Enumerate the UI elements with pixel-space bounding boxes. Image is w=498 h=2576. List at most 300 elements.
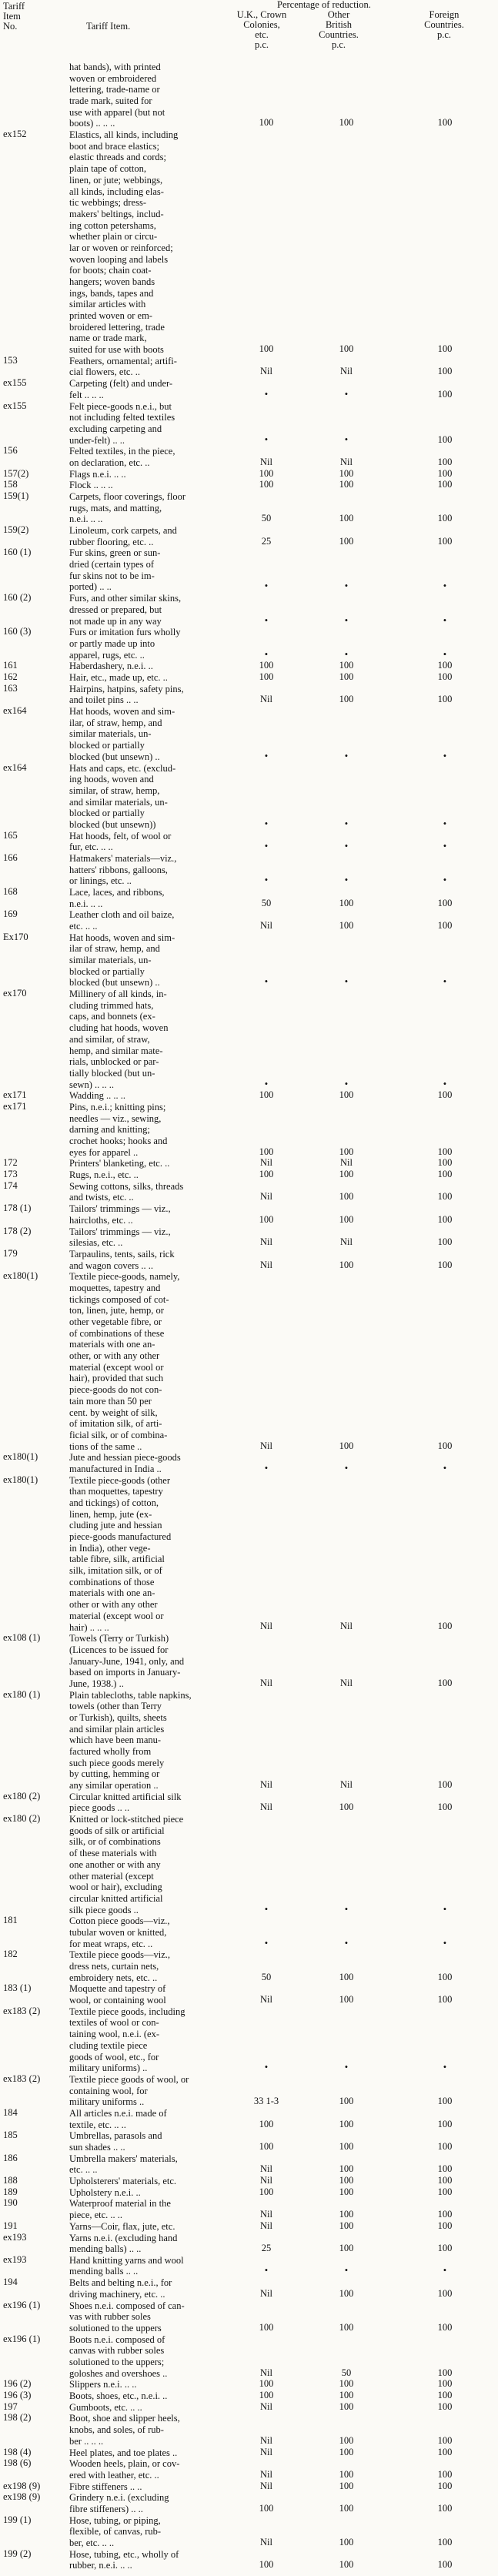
tariff-item-number: 185 — [3, 2129, 18, 2141]
foreign-reduction-cell: • — [443, 2265, 447, 2277]
uk-reduction-cell: • — [264, 2265, 269, 2277]
col-uk-header: U.K., Crown Colonies, etc. p.c. — [236, 9, 287, 50]
tariff-item-number: 173 — [3, 1169, 18, 1180]
uk-reduction-cell: Nil — [260, 2220, 272, 2231]
uk-reduction-cell: Nil — [260, 1191, 272, 1203]
foreign-reduction-cell: • — [443, 2062, 447, 2073]
other-british-reduction-cell: 100 — [339, 2559, 354, 2571]
foreign-reduction-cell: 100 — [437, 456, 453, 467]
table-row — [0, 525, 498, 547]
other-british-reduction-cell: 100 — [339, 1146, 354, 1157]
table-row — [0, 1452, 498, 1474]
tariff-item-description: Hairpins, hatpins, safety pins, and toilet pins .. .. — [69, 683, 184, 706]
tariff-item-description: Circular knitted artificial silk piece goods .. .. — [69, 1791, 182, 1814]
tariff-item-number: 184 — [3, 2106, 18, 2118]
other-british-reduction-cell: 100 — [339, 1802, 354, 1813]
other-british-reduction-cell: 100 — [339, 2220, 354, 2231]
uk-reduction-cell: 100 — [259, 2390, 274, 2400]
other-british-reduction-cell: 100 — [339, 2502, 354, 2514]
foreign-reduction-cell: 100 — [437, 660, 453, 671]
table-row — [0, 1158, 498, 1169]
table-row — [0, 1102, 498, 1158]
tariff-item-number: ex180(1) — [3, 1270, 38, 1282]
tariff-item-number: 160 (3) — [3, 626, 32, 637]
foreign-reduction-cell: 100 — [437, 1236, 453, 1248]
uk-reduction-cell: Nil — [260, 1259, 272, 1270]
table-row — [0, 2006, 498, 2074]
other-british-reduction-cell: 100 — [339, 2096, 354, 2107]
uk-reduction-cell: 100 — [259, 2186, 274, 2197]
other-british-reduction-cell: 100 — [339, 1191, 354, 1203]
foreign-reduction-cell: 100 — [437, 388, 453, 400]
other-british-reduction-cell: Nil — [340, 1157, 353, 1169]
foreign-reduction-cell: 100 — [437, 1191, 453, 1203]
other-british-reduction-cell: 100 — [339, 117, 354, 129]
foreign-reduction-cell: 100 — [437, 1259, 453, 1270]
foreign-reduction-cell: 100 — [437, 2559, 453, 2571]
other-british-reduction-cell: 100 — [339, 2118, 354, 2129]
tariff-item-number: ex196 (1) — [3, 2333, 41, 2344]
tariff-item-description: Furs or imitation furs wholly or partly made up into apparel, rugs, etc. .. — [69, 627, 181, 661]
tariff-item-description: Boot, shoe and slipper heels, knobs, and soles, of rub- ber .. .. .. — [69, 2413, 180, 2447]
foreign-reduction-cell: 100 — [437, 479, 453, 490]
table-row — [0, 2277, 498, 2300]
uk-reduction-cell: Nil — [260, 1621, 272, 1632]
foreign-reduction-cell: • — [443, 580, 447, 592]
tariff-item-description: Wooden heels, plain, or cov- ered with leather, etc. .. — [69, 2458, 180, 2481]
other-british-reduction-cell: • — [344, 1462, 349, 1474]
tariff-item-number: 178 (1) — [3, 1203, 32, 1214]
tariff-item-number: 199 (1) — [3, 2514, 32, 2525]
uk-reduction-cell: 100 — [259, 343, 274, 355]
table-row — [0, 378, 498, 400]
other-british-reduction-cell: 100 — [339, 2175, 354, 2186]
col-foreign-header: Foreign Countries. p.c. — [424, 9, 464, 40]
other-british-reduction-cell: 100 — [339, 694, 354, 705]
other-british-reduction-cell: 100 — [339, 1169, 354, 1180]
table-row — [0, 2255, 498, 2277]
tariff-item-description: Fibre stiffeners .. .. — [69, 2481, 142, 2492]
tariff-item-number: ex170 — [3, 988, 27, 999]
table-row — [0, 661, 498, 672]
other-british-reduction-cell: 100 — [339, 2400, 354, 2412]
table-row — [0, 2390, 498, 2402]
other-british-reduction-cell: 100 — [339, 2209, 354, 2220]
table-row — [0, 2549, 498, 2571]
tariff-item-number: ex180(1) — [3, 1474, 38, 1485]
foreign-reduction-cell: • — [443, 1078, 447, 1089]
uk-reduction-cell: Nil — [260, 2468, 272, 2480]
other-british-reduction-cell: • — [344, 841, 349, 852]
uk-reduction-cell: 100 — [259, 2118, 274, 2129]
uk-reduction-cell: 100 — [259, 117, 274, 129]
table-row — [0, 684, 498, 706]
table-row — [0, 1791, 498, 1814]
tariff-item-number: 158 — [3, 479, 18, 490]
uk-reduction-cell: Nil — [260, 2536, 272, 2548]
foreign-reduction-cell: 100 — [437, 1169, 453, 1180]
tariff-item-description: Carpeting (felt) and under- felt .. .. .. — [69, 378, 173, 400]
other-british-reduction-cell: 100 — [339, 2378, 354, 2390]
uk-reduction-cell: 33 1-3 — [253, 2096, 279, 2107]
uk-reduction-cell: • — [264, 841, 269, 852]
uk-reduction-cell: 100 — [259, 1169, 274, 1180]
other-british-reduction-cell: • — [344, 976, 349, 988]
tariff-item-number: 161 — [3, 660, 18, 671]
tariff-item-number: ex180 (1) — [3, 1688, 41, 1700]
table-row — [0, 1915, 498, 1949]
tariff-item-description: Leather cloth and oil baize, etc. .. .. — [69, 909, 175, 932]
tariff-item-description: Textile piece-goods, namely, moquettes, tapestry and tickings composed of cot- ton, linen, jute, hemp, or other vegetable fibre, or of combinations of these materials with one an- other, or with any other material (except wool or hair), provided that such piece-goods do not con- tain more than 50 per cent. by weight of silk, of imitation silk, of arti- ficial silk, or of combina- tions of the same .. — [69, 1271, 180, 1452]
uk-reduction-cell: • — [264, 818, 269, 829]
uk-reduction-cell: Nil — [260, 2400, 272, 2412]
other-british-reduction-cell: 100 — [339, 467, 354, 479]
other-british-reduction-cell: 50 — [341, 2367, 352, 2378]
tariff-item-number: 199 (2) — [3, 2548, 32, 2559]
foreign-reduction-cell: 100 — [437, 671, 453, 682]
tariff-item-description: Grindery n.e.i. (excluding fibre stiffeners) .. .. — [69, 2492, 169, 2514]
table-row — [0, 2176, 498, 2187]
reduction-header: Percentage of reduction. — [277, 0, 371, 10]
table-row — [0, 763, 498, 831]
other-british-reduction-cell: 100 — [339, 479, 354, 490]
other-british-reduction-cell: 100 — [339, 2163, 354, 2175]
other-british-reduction-cell: • — [344, 875, 349, 886]
tariff-item-description: Hose, tubing, etc., wholly of rubber, n.e.i. .. .. — [69, 2548, 179, 2571]
table-row — [0, 2379, 498, 2390]
tariff-item-description: Umbrella makers' materials, etc. .. .. — [69, 2153, 178, 2176]
table-row — [0, 446, 498, 468]
tariff-item-description: Felt piece-goods n.e.i., but not including felted textiles excluding carpeting and under-felt) .. .. — [69, 400, 175, 446]
table-row — [0, 62, 498, 129]
col-other-header: Other British Countries. p.c. — [319, 9, 359, 50]
foreign-reduction-cell: 100 — [437, 2446, 453, 2457]
tariff-item-number: 189 — [3, 2186, 18, 2197]
tariff-item-description: Pins, n.e.i.; knitting pins; needles — viz., sewing, darning and knitting; crochet hooks; hooks and eyes for apparel .. — [69, 1102, 168, 1158]
foreign-reduction-cell: 100 — [437, 1146, 453, 1157]
other-british-reduction-cell: 100 — [339, 1259, 354, 1270]
uk-reduction-cell: Nil — [260, 694, 272, 705]
uk-reduction-cell: • — [264, 875, 269, 886]
table-row — [0, 547, 498, 593]
table-row — [0, 627, 498, 661]
tariff-item-description: Rugs, n.e.i., etc. .. — [69, 1169, 139, 1181]
tariff-item-description: Wadding .. .. .. — [69, 1090, 125, 1102]
tariff-item-description: Heel plates, and toe plates .. — [69, 2447, 178, 2458]
tariff-item-number: 186 — [3, 2152, 18, 2163]
other-british-reduction-cell: • — [344, 648, 349, 660]
tariff-item-description: Linoleum, cork carpets, and rubber flooring, etc. .. — [69, 525, 177, 547]
tariff-item-number: 178 (2) — [3, 1225, 32, 1236]
other-british-reduction-cell: 100 — [339, 2321, 354, 2333]
foreign-reduction-cell: 100 — [437, 1089, 453, 1101]
table-row — [0, 2198, 498, 2220]
foreign-reduction-cell: 100 — [437, 1779, 453, 1791]
foreign-reduction-cell: 100 — [437, 513, 453, 524]
tariff-item-number: 162 — [3, 671, 18, 682]
tariff-item-number: ex198 (9) — [3, 2480, 41, 2491]
uk-reduction-cell: • — [264, 750, 269, 761]
other-british-reduction-cell: • — [344, 1937, 349, 1949]
tariff-item-number: ex180(1) — [3, 1451, 38, 1463]
tariff-item-number: 168 — [3, 886, 18, 897]
uk-reduction-cell: 100 — [259, 467, 274, 479]
tariff-item-number: 157(2) — [3, 467, 29, 479]
uk-reduction-cell: Nil — [260, 1802, 272, 1813]
tariff-item-number: ex183 (2) — [3, 2073, 41, 2084]
other-british-reduction-cell: 100 — [339, 897, 354, 908]
tariff-item-number: 183 (1) — [3, 1982, 32, 1994]
foreign-reduction-cell: 100 — [437, 343, 453, 355]
tariff-item-description: Printers' blanketing, etc. .. — [69, 1158, 170, 1169]
other-british-reduction-cell: 100 — [339, 343, 354, 355]
uk-reduction-cell: 100 — [259, 1146, 274, 1157]
tariff-item-description: Flock .. .. .. — [69, 480, 113, 491]
tariff-item-number: 181 — [3, 1915, 18, 1926]
tariff-item-description: Feathers, ornamental; artifi- cial flowers, etc. .. — [69, 355, 177, 378]
col-item-header: Tariff Item No. — [3, 1, 25, 32]
uk-reduction-cell: Nil — [260, 2175, 272, 2186]
foreign-reduction-cell: 100 — [437, 2434, 453, 2446]
tariff-item-description: Plain tablecloths, table napkins, towels (other than Terry or Turkish), quilts, sheets and similar plain articles which have been manu- factured wholly from such piece goods merely by cutting, hemming or any similar operation .. — [69, 1689, 192, 1791]
foreign-reduction-cell: 100 — [437, 117, 453, 129]
tariff-item-description: Hose, tubing, or piping, flexible, of canvas, rub- ber, etc. .. .. — [69, 2514, 162, 2548]
table-row — [0, 1949, 498, 1983]
tariff-item-number: ex108 (1) — [3, 1632, 41, 1644]
table-row — [0, 129, 498, 356]
foreign-reduction-cell: 100 — [437, 467, 453, 479]
foreign-reduction-cell: • — [443, 1462, 447, 1474]
tariff-item-number: ex196 (1) — [3, 2299, 41, 2310]
tariff-item-number: ex183 (2) — [3, 2005, 41, 2016]
tariff-item-description: Textile piece-goods (other than moquettes, tapestry and tickings) of cotton, linen, hemp, jute (ex- cluding jute and hessian piece-goods manufactured in India), other vege- table fibre, silk, artificial silk, imitation silk, or of combinations of those materials with one an- other or with any other material (except wool or hair) .. .. .. — [69, 1474, 172, 1633]
table-row — [0, 1475, 498, 1634]
foreign-reduction-cell: • — [443, 750, 447, 761]
other-british-reduction-cell: 100 — [339, 2243, 354, 2254]
foreign-reduction-cell: 100 — [437, 1440, 453, 1451]
other-british-reduction-cell: • — [344, 388, 349, 400]
tariff-item-description: Waterproof material in the piece, etc. .. .. — [69, 2198, 171, 2221]
uk-reduction-cell: • — [264, 388, 269, 400]
tariff-item-number: 160 (2) — [3, 592, 32, 604]
uk-reduction-cell: 100 — [259, 1213, 274, 1225]
foreign-reduction-cell: • — [443, 614, 447, 626]
tariff-item-description: Hand knitting yarns and wool mending balls .. .. — [69, 2254, 184, 2277]
tariff-item-number: ex155 — [3, 400, 27, 411]
tariff-item-description: Tailors' trimmings — viz., haircloths, etc. .. — [69, 1203, 171, 1226]
foreign-reduction-cell: 100 — [437, 2287, 453, 2299]
tariff-item-number: 169 — [3, 908, 18, 920]
uk-reduction-cell: 50 — [261, 1971, 272, 1982]
tariff-item-description: Hat hoods, woven and sim- ilar of straw, hemp, and similar materials, un- blocked or partially blocked (but unsewn) .. — [69, 932, 175, 989]
tariff-item-description: Flags n.e.i. .. .. — [69, 468, 126, 480]
other-british-reduction-cell: 100 — [339, 2186, 354, 2197]
tariff-item-description: Hats and caps, etc. (exclud- ing hoods, woven and similar, of straw, hemp, and similar materials, un- blocked or partially blocked (but unsewn)) — [69, 762, 176, 830]
uk-reduction-cell: Nil — [260, 2446, 272, 2457]
foreign-reduction-cell: • — [443, 1937, 447, 1949]
tariff-item-number: ex180 (2) — [3, 1813, 41, 1825]
table-row — [0, 401, 498, 447]
tariff-item-description: Textile piece goods, including textiles of wool or con- taining wool, n.e.i. (ex- cluding textile piece goods of wool, etc., for military uniforms) .. — [69, 2006, 185, 2074]
uk-reduction-cell: 100 — [259, 660, 274, 671]
other-british-reduction-cell: • — [344, 580, 349, 592]
tariff-item-number: 197 — [3, 2400, 18, 2412]
foreign-reduction-cell: 100 — [437, 2367, 453, 2378]
tariff-item-number: ex193 — [3, 2253, 27, 2265]
tariff-item-description: Upholstery n.e.i. .. — [69, 2186, 141, 2198]
tariff-item-number: 188 — [3, 2175, 18, 2186]
foreign-reduction-cell: 100 — [437, 2378, 453, 2390]
uk-reduction-cell: • — [264, 433, 269, 445]
table-row — [0, 469, 498, 480]
other-british-reduction-cell: Nil — [340, 366, 353, 377]
tariff-item-number: 163 — [3, 682, 18, 694]
uk-reduction-cell: Nil — [260, 366, 272, 377]
foreign-reduction-cell: 100 — [437, 1994, 453, 2006]
tariff-item-description: Textile piece goods—viz., dress nets, curtain nets, embroidery nets, etc. .. — [69, 1949, 171, 1983]
other-british-reduction-cell: • — [344, 614, 349, 626]
other-british-reduction-cell: • — [344, 2265, 349, 2277]
other-british-reduction-cell: • — [344, 433, 349, 445]
uk-reduction-cell: 100 — [259, 671, 274, 682]
tariff-item-number: 156 — [3, 445, 18, 457]
foreign-reduction-cell: 100 — [437, 2321, 453, 2333]
table-header — [0, 0, 498, 60]
foreign-reduction-cell: 100 — [437, 2468, 453, 2480]
table-row — [0, 2447, 498, 2459]
tariff-item-number: 182 — [3, 1949, 18, 1960]
uk-reduction-cell: 100 — [259, 1089, 274, 1101]
uk-reduction-cell: Nil — [260, 2367, 272, 2378]
table-row — [0, 853, 498, 887]
tariff-item-description: Sewing cottons, silks, threads and twists, etc. .. — [69, 1180, 184, 1203]
uk-reduction-cell: Nil — [260, 2434, 272, 2446]
tariff-item-number: ex180 (2) — [3, 1790, 41, 1802]
tariff-item-description: Felted textiles, in the piece, on declaration, etc. .. — [69, 446, 175, 468]
uk-reduction-cell: 100 — [259, 2559, 274, 2571]
uk-reduction-cell: Nil — [260, 1440, 272, 1451]
foreign-reduction-cell: 100 — [437, 1677, 453, 1688]
tariff-item-description: Boots n.e.i. composed of canvas with rubber soles solutioned to the uppers; goloshes and overshoes .. — [69, 2333, 168, 2379]
uk-reduction-cell: 50 — [261, 897, 272, 908]
uk-reduction-cell: 50 — [261, 513, 272, 524]
table-row — [0, 2130, 498, 2153]
tariff-item-description: Boots, shoes, etc., n.e.i. .. — [69, 2390, 168, 2401]
other-british-reduction-cell: 100 — [339, 2434, 354, 2446]
tariff-item-number: Ex170 — [3, 931, 28, 942]
foreign-reduction-cell: 100 — [437, 2243, 453, 2254]
tariff-item-description: Hat hoods, felt, of wool or fur, etc. .. .. — [69, 830, 172, 853]
tariff-item-description: Carpets, floor coverings, floor rugs, mats, and matting, n.e.i. .. .. — [69, 491, 186, 525]
foreign-reduction-cell: • — [443, 818, 447, 829]
uk-reduction-cell: 100 — [259, 2321, 274, 2333]
foreign-reduction-cell: 100 — [437, 920, 453, 932]
tariff-item-description: Yarns n.e.i. (excluding hand mending balls) .. .. — [69, 2232, 178, 2255]
foreign-reduction-cell: 100 — [437, 2096, 453, 2107]
other-british-reduction-cell: 100 — [339, 2287, 354, 2299]
foreign-reduction-cell: • — [443, 976, 447, 988]
tariff-item-description: All articles n.e.i. made of textile, etc. .. .. — [69, 2107, 167, 2130]
other-british-reduction-cell: 100 — [339, 671, 354, 682]
other-british-reduction-cell: 100 — [339, 920, 354, 932]
uk-reduction-cell: Nil — [260, 1236, 272, 1248]
foreign-reduction-cell: 100 — [437, 366, 453, 377]
uk-reduction-cell: 100 — [259, 2502, 274, 2514]
tariff-item-number: 190 — [3, 2197, 18, 2209]
tariff-item-number: ex198 (9) — [3, 2491, 41, 2503]
other-british-reduction-cell: 100 — [339, 2468, 354, 2480]
foreign-reduction-cell: 100 — [437, 1971, 453, 1982]
tariff-item-description: Towels (Terry or Turkish) (Licences to be issued for January-June, 1941, only, and based on imports in January- June, 1938.) .. — [69, 1633, 185, 1689]
table-row — [0, 1203, 498, 1226]
uk-reduction-cell: Nil — [260, 1779, 272, 1791]
foreign-reduction-cell: 100 — [437, 2220, 453, 2231]
tariff-item-number: 172 — [3, 1157, 18, 1169]
table-row — [0, 2074, 498, 2108]
table-row — [0, 2515, 498, 2549]
uk-reduction-cell: Nil — [260, 920, 272, 932]
other-british-reduction-cell: • — [344, 1078, 349, 1089]
tariff-item-description: Furs, and other similar skins, dressed or prepared, but not made up in any way — [69, 593, 182, 627]
table-row — [0, 672, 498, 684]
tariff-item-number: ex171 — [3, 1089, 27, 1101]
table-row — [0, 1181, 498, 1203]
table-row — [0, 480, 498, 491]
foreign-reduction-cell: 100 — [437, 2400, 453, 2412]
uk-reduction-cell: • — [264, 614, 269, 626]
uk-reduction-cell: Nil — [260, 456, 272, 467]
tariff-item-number: 174 — [3, 1179, 18, 1191]
tariff-item-description: Shoes n.e.i. composed of can- vas with rubber soles solutioned to the uppers — [69, 2300, 185, 2333]
foreign-reduction-cell: 100 — [437, 433, 453, 445]
table-row — [0, 2402, 498, 2414]
other-british-reduction-cell: Nil — [340, 1677, 353, 1688]
uk-reduction-cell: • — [264, 648, 269, 660]
table-row — [0, 831, 498, 853]
tariff-item-number: 165 — [3, 829, 18, 841]
table-row — [0, 909, 498, 932]
table-row — [0, 1633, 498, 1689]
foreign-reduction-cell: 100 — [437, 2536, 453, 2548]
table-row — [0, 1249, 498, 1271]
other-british-reduction-cell: 100 — [339, 1971, 354, 1982]
other-british-reduction-cell: 100 — [339, 535, 354, 547]
other-british-reduction-cell: Nil — [340, 1621, 353, 1632]
tariff-item-description: Hat hoods, woven and sim- ilar, of straw, hemp, and similar materials, un- blocked or partially blocked (but unsewn) .. — [69, 706, 175, 762]
table-row — [0, 1169, 498, 1181]
uk-reduction-cell: 25 — [261, 2243, 272, 2254]
other-british-reduction-cell: • — [344, 2062, 349, 2073]
col-desc-header: Tariff Item. — [86, 21, 131, 32]
table-row — [0, 989, 498, 1090]
table-row — [0, 1226, 498, 1249]
tariff-item-number: 179 — [3, 1247, 18, 1259]
other-british-reduction-cell: Nil — [340, 1236, 353, 1248]
table-row — [0, 2492, 498, 2514]
table-row — [0, 2108, 498, 2130]
other-british-reduction-cell: 100 — [339, 2480, 354, 2491]
tariff-item-description: Tarpaulins, tents, sails, rick and wagon covers .. .. — [69, 1248, 175, 1271]
tariff-item-description: Fur skins, green or sun- dried (certain types of fur skins not to be im- ported) .. .. — [69, 547, 161, 593]
tariff-item-description: Umbrellas, parasols and sun shades .. .. — [69, 2130, 162, 2153]
uk-reduction-cell: 100 — [259, 479, 274, 490]
other-british-reduction-cell: 100 — [339, 513, 354, 524]
uk-reduction-cell: • — [264, 1078, 269, 1089]
tariff-item-number: 196 (2) — [3, 2378, 32, 2390]
uk-reduction-cell: • — [264, 580, 269, 592]
foreign-reduction-cell: 100 — [437, 2502, 453, 2514]
tariff-item-description: Gumboots, etc. .. .. — [69, 2401, 142, 2413]
